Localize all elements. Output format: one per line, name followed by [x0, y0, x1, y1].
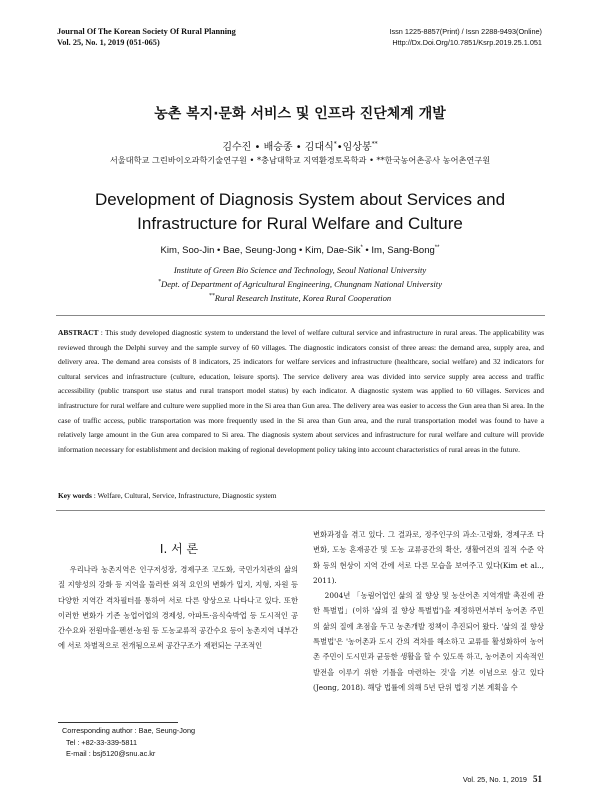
english-affiliations	[0, 263, 600, 305]
section-heading: Ⅰ. 서 론	[159, 542, 199, 556]
journal-header-right	[389, 26, 542, 48]
affiliation-3: **Rural Research Institute, Korea Rural Cooperation	[208, 293, 392, 303]
keywords-bottom-rule	[56, 510, 545, 511]
abstract-label: ABSTRACT	[58, 328, 99, 337]
body-column-left	[58, 562, 298, 654]
korean-title: 농촌 복지·문화 서비스 및 인프라 진단체계 개발	[154, 106, 446, 122]
corresponding-tel: Tel : +82-33-339-5811	[66, 737, 138, 747]
journal-header-left	[57, 26, 236, 48]
keywords-label: Key words	[58, 491, 92, 500]
journal-name: Journal Of The Korean Society Of Rural Planning	[57, 27, 236, 36]
english-title-line1: Development of Diagnosis System about Services and	[94, 190, 506, 209]
corresponding-author-note	[62, 725, 195, 760]
abstract	[58, 326, 544, 457]
paragraph: 우리나라 농촌지역은 인구저성장, 경제구조 고도화, 국민가치관의 삶의 질 지향성의 강화 등 지역을 둘러싼 외적 요인의 변화가 입지, 지형, 자원 등 다양한 지역간 격차필터를 통하여 서로 다른 양상으로 나타나고 있다. 또한 이러한 변화가 기존 농업어업의 경제성, 아파트·음식숙박업 등 도시적인 공간수요와 전원마을·펜션·농원 등 도농교류적 공간수요 등이 농촌지역 내부간에 서로 차별적으로 전개됨으로써 공간구조가 재편되는 구조적인	[58, 565, 298, 651]
affiliation-1: Institute of Green Bio Science and Technology, Seoul National University	[173, 265, 427, 275]
affiliation-2: *Dept. of Department of Agricultural Engineering, Chungnam National University	[157, 279, 443, 289]
korean-authors: 김수진 • 배승종 • 김대식*•임상봉**	[222, 140, 378, 153]
footer-volume: Vol. 25, No. 1, 2019	[462, 775, 527, 784]
page-footer	[463, 774, 542, 784]
english-authors: Kim, Soo-Jin • Bae, Seung-Jong • Kim, Dae-Sik* • Im, Sang-Bong**	[160, 244, 440, 256]
english-title	[0, 188, 600, 236]
issn: Issn 1225-8857(Print) / Issn 2288-9493(Online)	[389, 27, 542, 36]
footnote-rule	[58, 722, 178, 723]
abstract-top-rule	[56, 315, 545, 316]
korean-affiliation: 서울대학교 그린바이오과학기술연구원 • *충남대학교 지역환경토목학과 • **한국농어촌공사 농어촌연구원	[109, 155, 491, 165]
abstract-text: : This study developed diagnostic system to understand the level of welfare cultural service and infrastructure in rural areas. The applicability was reviewed through the Delphi survey and the sample survey of 60 villages. The diagnostic indicators consist of three areas: the demand area, supply area, and delivery area. The demand area consists of 8 indicators, 25 indicators for welfare services and infrastructure (healthcare, social welfare) and 32 indicators for cultural services and infrastructure (culture, education, leisure sports). The service delivery area was divided into service supply area access and traffic accessibility (public transport use status and rural transport model status) by each indicator. A diagnostic system was applied to 60 villages. Services and infrastructure for rural welfare and culture were supplied more in the Si area than Gun area. The delivery area was easier to access the Gun area than Si area. In the case of traffic access, public transportation was more frequently used in the Si area than Gun area, and the rural transportation model was found to have a relatively large amount in the Gun area compared to Si area. The diagnosis system about services and infrastructure for rural welfare and culture will provide information necessary for establishment and decision making of regional development policy taking into account characteristics of rural areas in the future.	[58, 328, 544, 454]
paragraph: 2004년 「농림어업인 삶의 질 향상 및 농산어촌 지역개발 촉진에 관한 특별법」(이하 '삶의 질 향상 특별법')을 제정하면서부터 농어촌 주민의 삶의 질에 초점을 두고 농촌개발 정책이 추진되어 왔다. '삶의 질 향상 특별법'은 '농어촌과 도시 간의 격차를 해소하고 교류를 활성화하여 농어촌 주민이 도시민과 균등한 생활을 할 수 있도록 하고, 농어촌이 지속적인 발전을 이루기 위한 기틀을 마련하는 것'을 기본 이념으로 삼고 있다(Jeong, 2018). 해당 법률에 의해 5년 단위 법정 기본 계획을 수	[313, 591, 544, 692]
keywords-text: : Welfare, Cultural, Service, Infrastructure, Diagnostic system	[91, 491, 277, 500]
page-number: 51	[533, 774, 542, 784]
corresponding-email[interactable]: E-mail : bsj5120@snu.ac.kr	[66, 749, 156, 758]
doi-link[interactable]: Http://Dx.Doi.Org/10.7851/Ksrp.2019.25.1.051	[392, 38, 542, 47]
keywords	[58, 491, 544, 500]
volume-line: Vol. 25, No. 1, 2019 (051-065)	[57, 38, 160, 47]
corresponding-author: Corresponding author : Bae, Seung-Jong	[62, 726, 196, 735]
paragraph-continued: 변화과정을 겪고 있다. 그 결과로, 정주인구의 과소·고령화, 경제구조 다변화, 도농 혼재공간 및 도농 교류공간의 확산, 생활여건의 질적 수준 악화 등의 현상이 지역 간에 서로 다른 모습을 보여주고 있다(Kim et al.., 2011).	[313, 530, 544, 585]
english-title-line2: Infrastructure for Rural Welfare and Culture	[137, 214, 463, 233]
body-column-right	[313, 527, 544, 695]
